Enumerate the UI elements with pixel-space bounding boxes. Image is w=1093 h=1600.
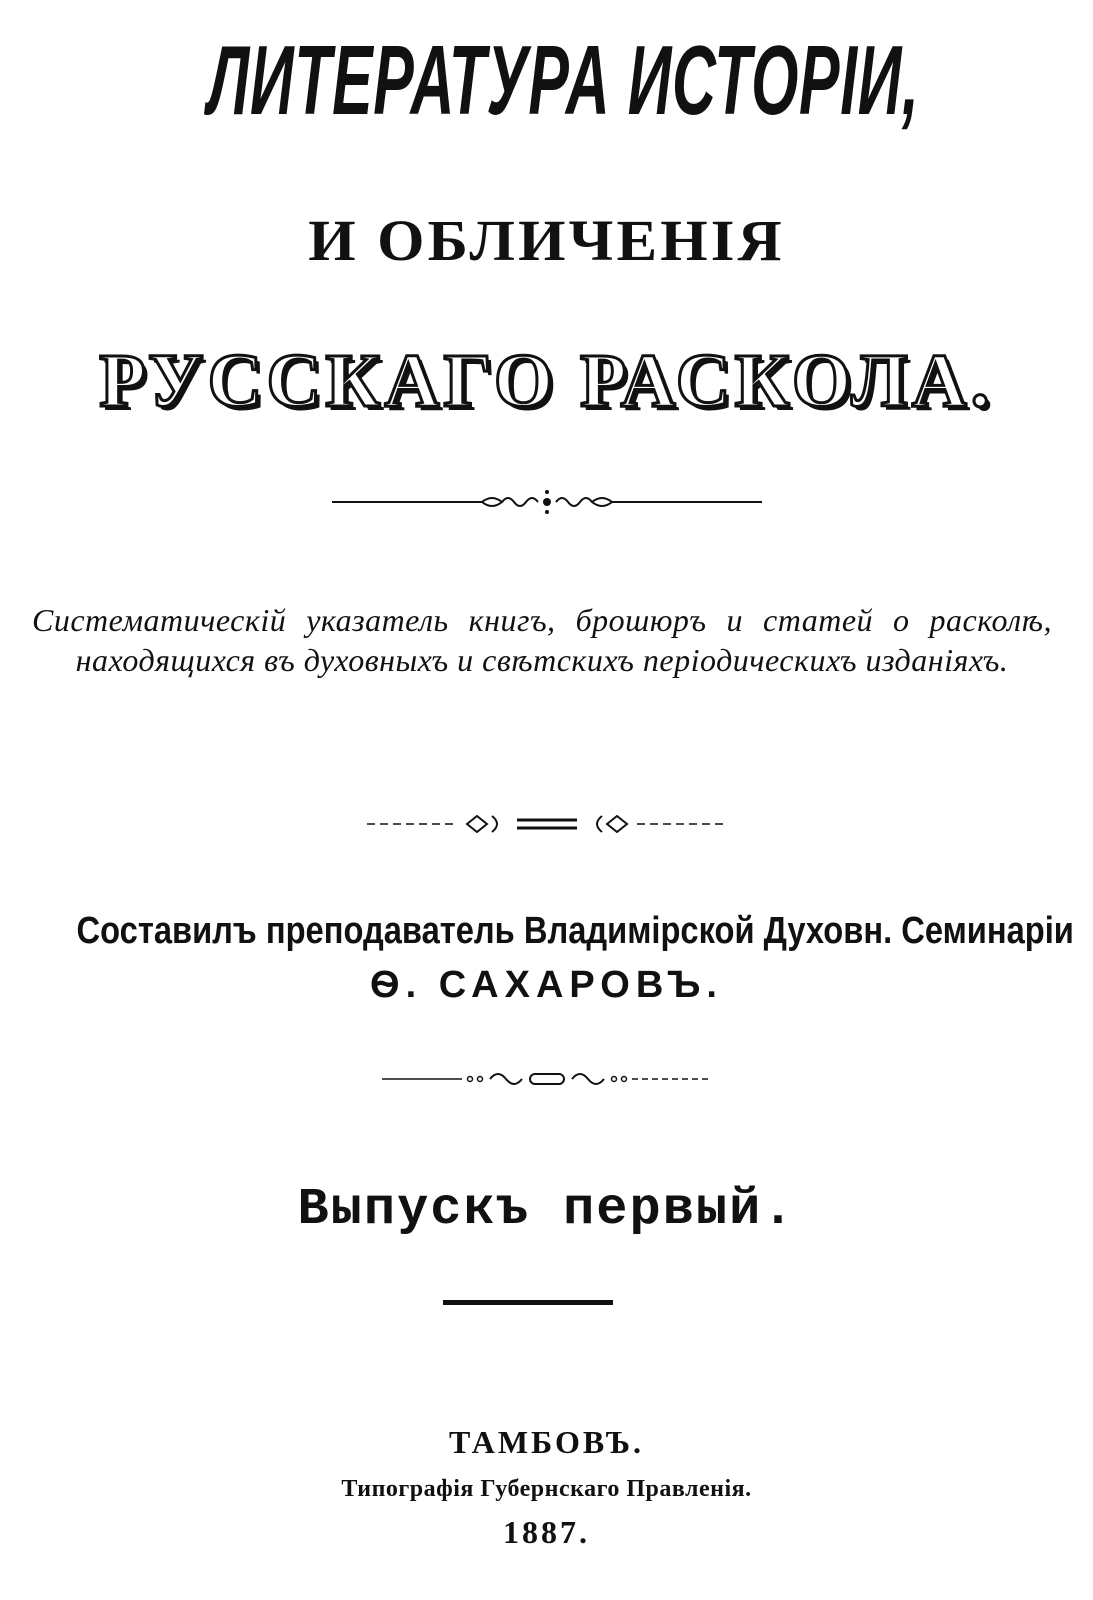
scroll-ornament-icon — [332, 488, 762, 516]
horizontal-rule — [443, 1300, 613, 1305]
imprint-printer: Типографія Губернскаго Правленія. — [341, 1476, 752, 1502]
issue-number: Выпускъ первый. — [297, 1180, 796, 1239]
title-line-2: И ОБЛИЧЕНІЯ — [308, 208, 785, 273]
description: Систематическій указатель книгъ, брошюръ и статей о расколѣ, находящихся въ духовныхъ и свѣтскихъ періодическихъ изданіяхъ. — [32, 602, 1052, 678]
imprint-city: ТАМБОВЪ. — [448, 1424, 644, 1460]
author-name: Ѳ. САХАРОВЪ. — [370, 964, 723, 1006]
title-line-1: ЛИТЕРАТУРА ИСТОРІИ, — [207, 25, 920, 135]
ornament-divider-1 — [0, 488, 1093, 516]
composer-line: Составилъ преподаватель Владимірской Духовн. Семинаріи — [76, 910, 1074, 952]
flourish-ornament-icon — [382, 1066, 712, 1092]
ornament-divider-3 — [0, 1066, 1093, 1092]
title-line-3: РУССКАГО РАСКОЛА. — [99, 339, 994, 423]
ornament-divider-2 — [0, 810, 1093, 838]
imprint-year: 1887. — [503, 1514, 590, 1550]
dashed-ornament-icon — [367, 810, 727, 838]
